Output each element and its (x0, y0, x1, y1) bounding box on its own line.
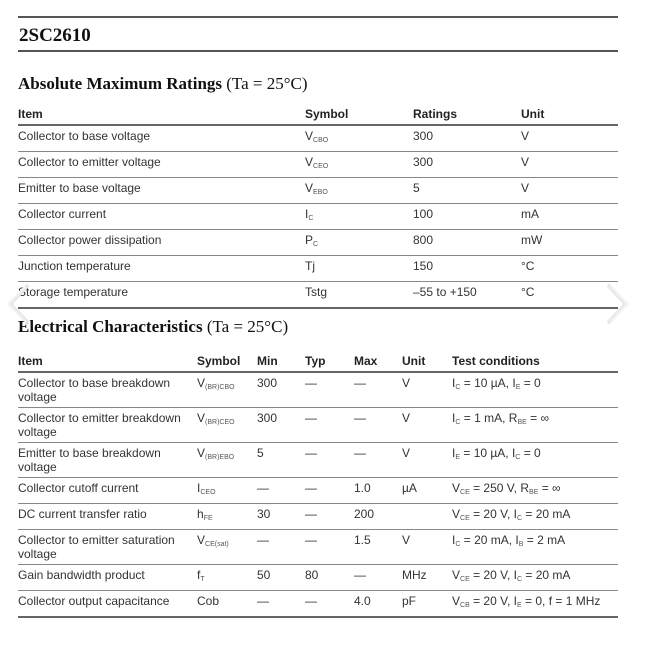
symbol: P (305, 233, 314, 247)
item-cell: Collector output capacitance (18, 594, 170, 608)
subscript: E (517, 602, 522, 609)
header-min: Min (257, 354, 278, 368)
subscript: BE (529, 489, 539, 496)
symbol: V (197, 446, 206, 460)
symbol: V (197, 411, 206, 425)
rating-cell: 300 (413, 155, 434, 169)
header-unit: Unit (521, 107, 545, 121)
test-conditions-cell: $I_E = 10$ µA, $I_C = 0$ (452, 446, 541, 461)
min-cell: — (257, 533, 269, 547)
subscript: C (455, 384, 461, 391)
unit-cell: pF (402, 594, 417, 608)
min-cell: — (257, 594, 269, 608)
unit-cell: V (521, 155, 530, 169)
typ-cell: — (305, 594, 317, 608)
subscript: E (455, 454, 461, 461)
header-test-conditions: Test conditions (452, 354, 540, 368)
elec-char-header-row (18, 348, 618, 372)
header-symbol: Symbol (197, 354, 241, 368)
symbol: f (197, 568, 201, 582)
table-row (18, 530, 618, 565)
symbol: Tstg (305, 285, 328, 299)
symbol-subscript: CBO (313, 137, 329, 144)
elec-char-condition: (Ta = 25°C) (206, 317, 289, 336)
table-row (18, 178, 618, 204)
symbol-cell (305, 125, 413, 152)
symbol-cell (305, 178, 413, 204)
symbol-cell (197, 478, 257, 504)
symbol: Cob (197, 594, 220, 608)
typ-cell: — (305, 533, 317, 547)
symbol: V (305, 129, 314, 143)
unit-cell: V (521, 181, 530, 195)
unit-cell: °C (521, 259, 535, 273)
header-symbol: Symbol (305, 107, 349, 121)
subscript: B (518, 541, 524, 548)
unit-cell: V (402, 446, 411, 460)
symbol-cell (197, 530, 257, 565)
part-number: 2SC2610 (19, 25, 91, 46)
min-cell: 5 (257, 446, 264, 460)
max-cell: 200 (354, 507, 375, 521)
symbol-cell (305, 282, 413, 309)
symbol-subscript: CE(sat) (205, 541, 229, 548)
item-cell: Collector current (18, 207, 107, 221)
symbol: V (305, 155, 314, 169)
table-row (18, 230, 618, 256)
symbol-cell (197, 565, 257, 591)
typ-cell: — (305, 411, 317, 425)
header-unit: Unit (402, 354, 426, 368)
symbol-subscript: CEO (313, 163, 329, 170)
subscript: CE (460, 515, 470, 522)
max-cell: 4.0 (354, 594, 371, 608)
symbol-cell (197, 443, 257, 478)
header-max: Max (354, 354, 378, 368)
elec-char-table (18, 348, 618, 618)
item-cell: Collector cutoff current (18, 481, 139, 495)
part-rule (18, 50, 618, 52)
symbol-subscript: FE (203, 515, 213, 522)
subscript: E (515, 384, 521, 391)
table-row (18, 443, 618, 478)
max-cell: 1.0 (354, 481, 371, 495)
symbol: I (305, 207, 309, 221)
unit-cell: µA (402, 481, 417, 495)
symbol-subscript: (BR)CEO (205, 419, 235, 426)
item-cell: Gain bandwidth product (18, 568, 145, 582)
symbol-subscript: EBO (313, 189, 328, 196)
min-cell: 50 (257, 568, 271, 582)
test-conditions-cell: $I_C = 20$ mA, $I_B = 2$ mA (452, 533, 566, 548)
rating-cell: 800 (413, 233, 434, 247)
rating-cell: 100 (413, 207, 434, 221)
table-row (18, 478, 618, 504)
subscript: C (517, 576, 523, 583)
max-cell: 1.5 (354, 533, 371, 547)
test-conditions-cell: $I_C = 1$ mA, $R_{BE}$ = ∞ (452, 411, 550, 426)
item-cell: Collector to base voltage (18, 129, 151, 143)
item-cell: Collector power dissipation (18, 233, 162, 247)
header-item: Item (18, 354, 43, 368)
unit-cell: V (521, 129, 530, 143)
table-row (18, 591, 618, 618)
typ-cell: — (305, 376, 317, 390)
unit-cell: V (402, 411, 411, 425)
table-row (18, 152, 618, 178)
item-cell: Junction temperature (18, 259, 131, 273)
symbol-cell (197, 504, 257, 530)
item-cell: DC current transfer ratio (18, 507, 147, 521)
table-row (18, 504, 618, 530)
table-row (18, 372, 618, 408)
unit-cell: °C (521, 285, 535, 299)
test-conditions-cell: $I_C = 10$ µA, $I_E = 0$ (452, 376, 541, 391)
rating-cell: –55 to +150 (413, 285, 477, 299)
max-cell: — (354, 446, 366, 460)
elec-char-title-text: Electrical Characteristics (18, 317, 203, 336)
symbol-subscript: T (200, 576, 205, 583)
min-cell: 300 (257, 411, 278, 425)
header-typ: Typ (305, 354, 326, 368)
max-cell: — (354, 568, 366, 582)
symbol-cell (305, 256, 413, 282)
unit-cell: mA (521, 207, 539, 221)
subscript: C (455, 419, 461, 426)
symbol-cell (197, 591, 257, 618)
abs-max-title-text: Absolute Maximum Ratings (18, 74, 223, 93)
symbol-cell (197, 372, 257, 408)
abs-max-condition: (Ta = 25°C) (226, 74, 308, 93)
datasheet-page (18, 16, 618, 609)
item-cell: Collector to emitter breakdown voltage (18, 411, 181, 439)
subscript: BE (517, 419, 527, 426)
unit-cell (402, 504, 452, 530)
rating-cell: 300 (413, 129, 434, 143)
symbol: Tj (305, 259, 315, 273)
table-row (18, 408, 618, 443)
subscript: C (517, 515, 523, 522)
abs-max-table (18, 101, 618, 309)
typ-cell: — (305, 481, 317, 495)
symbol-cell (305, 204, 413, 230)
item-cell: Storage temperature (18, 285, 129, 299)
symbol: V (305, 181, 314, 195)
table-row (18, 565, 618, 591)
min-cell: — (257, 481, 269, 495)
subscript: C (515, 454, 521, 461)
abs-max-header-row (18, 101, 618, 125)
min-cell: 300 (257, 376, 278, 390)
header-ratings: Ratings (413, 107, 458, 121)
symbol-subscript: (BR)EBO (205, 454, 235, 461)
symbol-subscript: C (308, 215, 314, 222)
item-cell: Collector to base breakdown voltage (18, 376, 171, 404)
abs-max-title (18, 73, 618, 95)
unit-cell: MHz (402, 568, 427, 582)
unit-cell: V (402, 376, 411, 390)
item-cell: Collector to emitter saturation voltage (18, 533, 175, 561)
symbol-cell (197, 408, 257, 443)
symbol-subscript: C (313, 241, 319, 248)
unit-cell: V (402, 533, 411, 547)
max-cell: — (354, 376, 366, 390)
symbol: I (197, 481, 201, 495)
max-cell: — (354, 411, 366, 425)
symbol-cell (305, 152, 413, 178)
rating-cell: 150 (413, 259, 434, 273)
subscript: C (455, 541, 461, 548)
min-cell: 30 (257, 507, 271, 521)
table-row (18, 125, 618, 152)
rating-cell: 5 (413, 181, 420, 195)
table-row (18, 256, 618, 282)
symbol: V (197, 533, 206, 547)
test-conditions-cell: $V_{CE} = 20$ V, $I_C = 20$ mA (452, 507, 571, 522)
typ-cell: — (305, 446, 317, 460)
symbol-subscript: (BR)CBO (205, 384, 235, 391)
symbol: V (197, 376, 206, 390)
item-cell: Emitter to base breakdown voltage (18, 446, 161, 474)
header-item: Item (18, 107, 43, 121)
symbol-cell (305, 230, 413, 256)
table-row (18, 204, 618, 230)
unit-cell: mW (521, 233, 543, 247)
table-row (18, 282, 618, 309)
elec-char-title (18, 316, 288, 338)
subscript: CB (460, 602, 470, 609)
subscript: CE (460, 489, 470, 496)
symbol: h (197, 507, 204, 521)
subscript: CE (460, 576, 470, 583)
chevron-left-icon[interactable] (4, 282, 34, 326)
chevron-right-icon[interactable] (602, 282, 632, 326)
item-cell: Collector to emitter voltage (18, 155, 161, 169)
item-cell: Emitter to base voltage (18, 181, 141, 195)
typ-cell: — (305, 507, 317, 521)
test-conditions-cell: $V_{CB} = 20$ V, $I_E = 0$, f = 1 MHz (452, 594, 601, 609)
typ-cell: 80 (305, 568, 319, 582)
symbol-subscript: CEO (200, 489, 216, 496)
test-conditions-cell: $V_{CE} = 250$ V, $R_{BE}$ = ∞ (452, 481, 561, 496)
test-conditions-cell: $V_{CE} = 20$ V, $I_C = 20$ mA (452, 568, 571, 583)
top-rule (18, 16, 618, 18)
